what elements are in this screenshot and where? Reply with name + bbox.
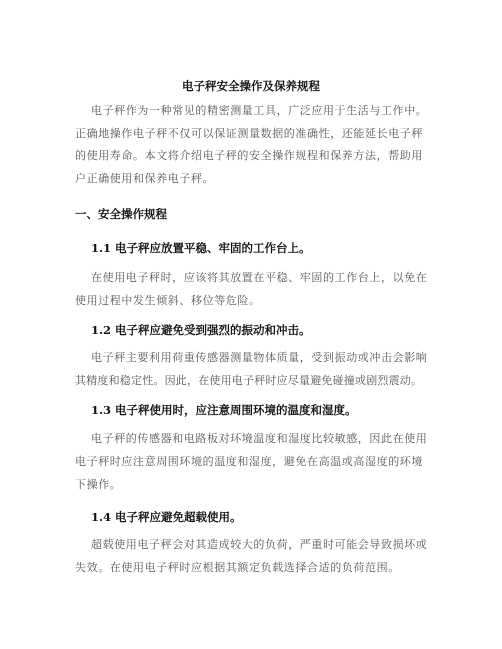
item-line: 电子秤的传感器和电路板对环境温度和湿度比较敏感，因此在使用 bbox=[91, 432, 428, 445]
item-line: 超载使用电子秤会对其造成较大的负荷，严重时可能会导致损坏或 bbox=[91, 538, 428, 551]
intro-line: 的使用寿命。本文将介绍电子秤的安全操作规程和保养方法，帮助用 bbox=[75, 149, 423, 162]
item-line: 在使用电子秤时，应该将其放置在平稳、牢固的工作台上，以免在 bbox=[91, 271, 428, 284]
intro-line: 户正确使用和保养电子秤。 bbox=[75, 172, 215, 185]
document-title: 电子秤安全操作及保养规程 bbox=[182, 79, 320, 93]
intro-line: 正确地操作电子秤不仅可以保证测量数据的准确性，还能延长电子秤 bbox=[75, 127, 423, 140]
item-heading: 1.3 电子秤使用时，应注意周围环境的温度和湿度。 bbox=[91, 403, 357, 417]
item-line: 使用过程中发生倾斜、移位等危险。 bbox=[75, 294, 261, 307]
intro-line: 电子秤作为一种常见的精密测量工具，广泛应用于生活与工作中。 bbox=[91, 104, 428, 117]
item-line: 电子秤时应注意周围环境的温度和湿度，避免在高温或高湿度的环境 bbox=[75, 455, 423, 468]
item-heading: 1.1 电子秤应放置平稳、牢固的工作台上。 bbox=[91, 241, 311, 255]
item-line: 其精度和稳定性。因此，在使用电子秤时应尽量避免碰撞或剧烈震动。 bbox=[75, 374, 423, 387]
item-line: 下操作。 bbox=[75, 478, 122, 491]
section-heading: 一、安全操作规程 bbox=[75, 207, 167, 221]
item-heading: 1.2 电子秤应避免受到强烈的振动和冲击。 bbox=[91, 323, 311, 337]
item-heading: 1.4 电子秤应避免超载使用。 bbox=[91, 510, 242, 524]
item-line: 失效。在使用电子秤时应根据其额定负载选择合适的负荷范围。 bbox=[75, 561, 400, 574]
item-line: 电子秤主要利用荷重传感器测量物体质量，受到振动或冲击会影响 bbox=[91, 351, 428, 364]
